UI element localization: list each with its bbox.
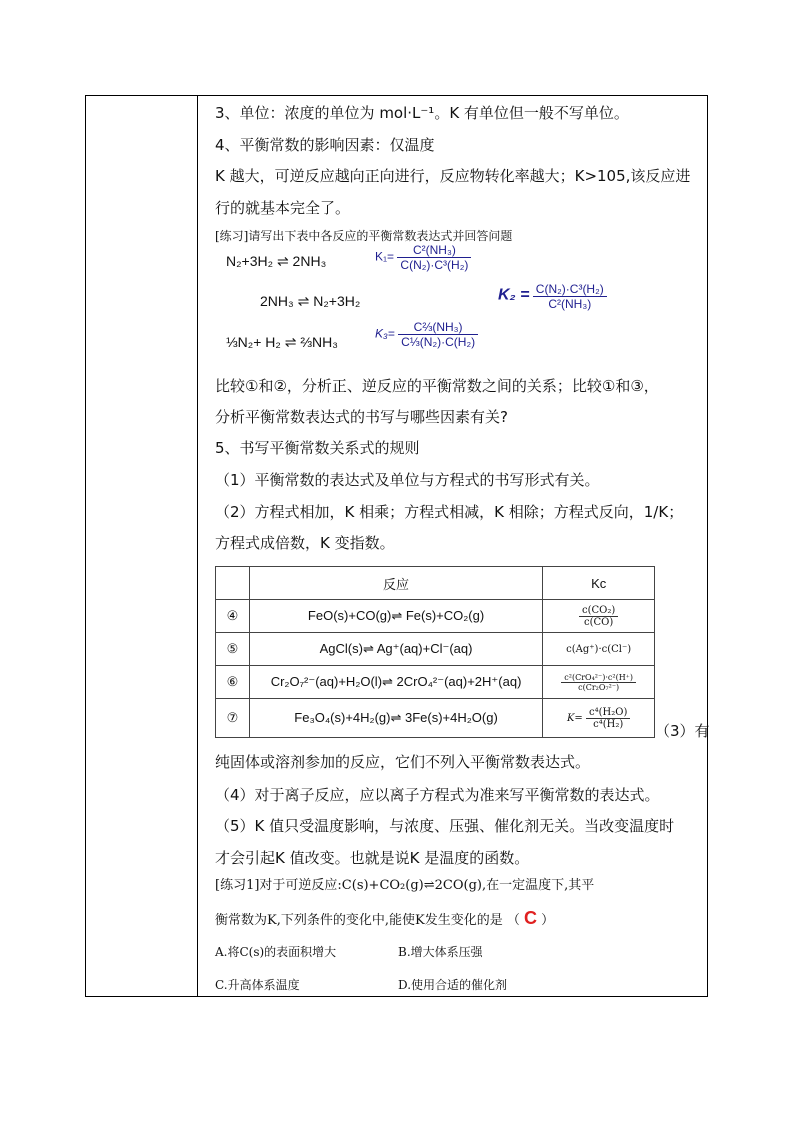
rule-2: （2）方程式相加，K 相乘；方程式相减，K 相除；方程式反向，1/K； bbox=[215, 503, 684, 521]
rule-3: 纯固体或溶剂参加的反应，它们不列入平衡常数表达式。 bbox=[215, 753, 591, 771]
k1-label: K₁= bbox=[375, 249, 395, 264]
kc-denominator: c⁴(H₂) bbox=[593, 718, 624, 730]
table-row bbox=[216, 600, 655, 633]
row-kc: c(Ag⁺)·c(Cl⁻) bbox=[543, 633, 655, 666]
unit-rule: 3、单位：浓度的单位为 mol·L⁻¹。K 有单位但一般不写单位。 bbox=[215, 104, 629, 122]
option-a: A.将C(s)的表面积增大 bbox=[215, 945, 337, 959]
k3-denominator: C⅓(N₂)·C(H₂) bbox=[401, 335, 476, 349]
row-kc bbox=[543, 699, 655, 738]
rule-5: （5）K 值只受温度影响，与浓度、压强、催化剂无关。当改变温度时 bbox=[215, 817, 675, 835]
k1-expression bbox=[375, 243, 471, 272]
rule-3-start: （3）有 bbox=[655, 722, 710, 740]
k2-numerator: C(N₂)·C³(H₂) bbox=[533, 282, 607, 297]
k2-expression bbox=[498, 282, 607, 311]
rule-5-cont: 才会引起K 值改变。也就是说K 是温度的函数。 bbox=[215, 849, 530, 867]
equation-2: 2NH₃ ⇌ N₂+3H₂ bbox=[260, 293, 361, 309]
k3-expression bbox=[375, 320, 478, 349]
row-reaction: Cr₂O₇²⁻(aq)+H₂O(l)⇌ 2CrO₄²⁻(aq)+2H⁺(aq) bbox=[249, 666, 543, 699]
option-b: B.增大体系压强 bbox=[398, 945, 483, 959]
k3-numerator: C⅔(NH₃) bbox=[398, 320, 478, 335]
row-number: ⑥ bbox=[216, 666, 250, 699]
row-number: ⑤ bbox=[216, 633, 250, 666]
factor-rule: 4、平衡常数的影响因素：仅温度 bbox=[215, 136, 435, 154]
rule-1: （1）平衡常数的表达式及单位与方程式的书写形式有关。 bbox=[215, 471, 600, 489]
row-number: ⑦ bbox=[216, 699, 250, 738]
option-d: D.使用合适的催化剂 bbox=[398, 978, 508, 992]
kc-numerator: c⁴(H₂O) bbox=[586, 707, 630, 719]
practice-question-text: 衡常数为K,下列条件的变化中,能使K发生变化的是 （ bbox=[215, 913, 520, 928]
table-row bbox=[216, 699, 655, 738]
rule-4: （4）对于离子反应，应以离子方程式为准来写平衡常数的表达式。 bbox=[215, 786, 660, 804]
equation-1: N₂+3H₂ ⇌ 2NH₃ bbox=[226, 253, 327, 269]
reaction-table bbox=[215, 566, 655, 738]
answer-mark: C bbox=[523, 908, 537, 928]
row-reaction: Fe₃O₄(s)+4H₂(g)⇌ 3Fe(s)+4H₂O(g) bbox=[249, 699, 543, 738]
kc-denominator: c(Cr₂O₇²⁻) bbox=[578, 682, 620, 692]
rule-2-cont: 方程式成倍数，K 变指数。 bbox=[215, 534, 395, 552]
row-kc bbox=[543, 600, 655, 633]
column-divider bbox=[197, 96, 198, 996]
kc-numerator: c²(CrO₄²⁻)·c²(H⁺) bbox=[561, 673, 636, 683]
k2-denominator: C²(NH₃) bbox=[548, 297, 592, 311]
k1-denominator: C(N₂)·C³(H₂) bbox=[400, 258, 469, 272]
k2-label: K₂ = bbox=[498, 286, 530, 304]
header-reaction: 反应 bbox=[249, 567, 543, 600]
k3-label: K₃= bbox=[375, 326, 395, 341]
practice-1-line2 bbox=[215, 908, 554, 931]
header-index bbox=[216, 567, 250, 600]
practice-1-line1: [练习1]对于可逆反应:C(s)+CO₂(g)⇌2CO(g),在一定温度下,其平 bbox=[215, 878, 595, 893]
page-frame bbox=[85, 95, 708, 997]
k-meaning-line2: 行的就基本完全了。 bbox=[215, 199, 351, 217]
row-reaction: AgCl(s)⇌ Ag⁺(aq)+Cl⁻(aq) bbox=[249, 633, 543, 666]
option-c: C.升高体系温度 bbox=[215, 978, 300, 992]
row-number: ④ bbox=[216, 600, 250, 633]
exercise-prompt: [练习]请写出下表中各反应的平衡常数表达式并回答问题 bbox=[215, 229, 513, 243]
rules-heading: 5、书写平衡常数关系式的规则 bbox=[215, 439, 420, 457]
kc-denominator: c(CO) bbox=[584, 616, 614, 628]
compare-line1: 比较①和②，分析正、逆反应的平衡常数之间的关系；比较①和③， bbox=[215, 377, 659, 395]
header-kc: Kc bbox=[543, 567, 655, 600]
row-reaction: FeO(s)+CO(g)⇌ Fe(s)+CO₂(g) bbox=[249, 600, 543, 633]
k1-numerator: C²(NH₃) bbox=[397, 243, 471, 258]
row-kc bbox=[543, 666, 655, 699]
compare-line2: 分析平衡常数表达式的书写与哪些因素有关? bbox=[215, 408, 508, 426]
k-meaning-line1: K 越大，可逆反应越向正向进行，反应物转化率越大；K>105,该反应进 bbox=[215, 167, 691, 185]
closing-bracket: ） bbox=[541, 913, 555, 928]
kc-prefix: K= bbox=[566, 712, 583, 724]
table-row bbox=[216, 666, 655, 699]
equation-3: ⅓N₂+ H₂ ⇌ ⅔NH₃ bbox=[226, 334, 338, 350]
table-row bbox=[216, 633, 655, 666]
kc-numerator: c(CO₂) bbox=[579, 605, 618, 617]
